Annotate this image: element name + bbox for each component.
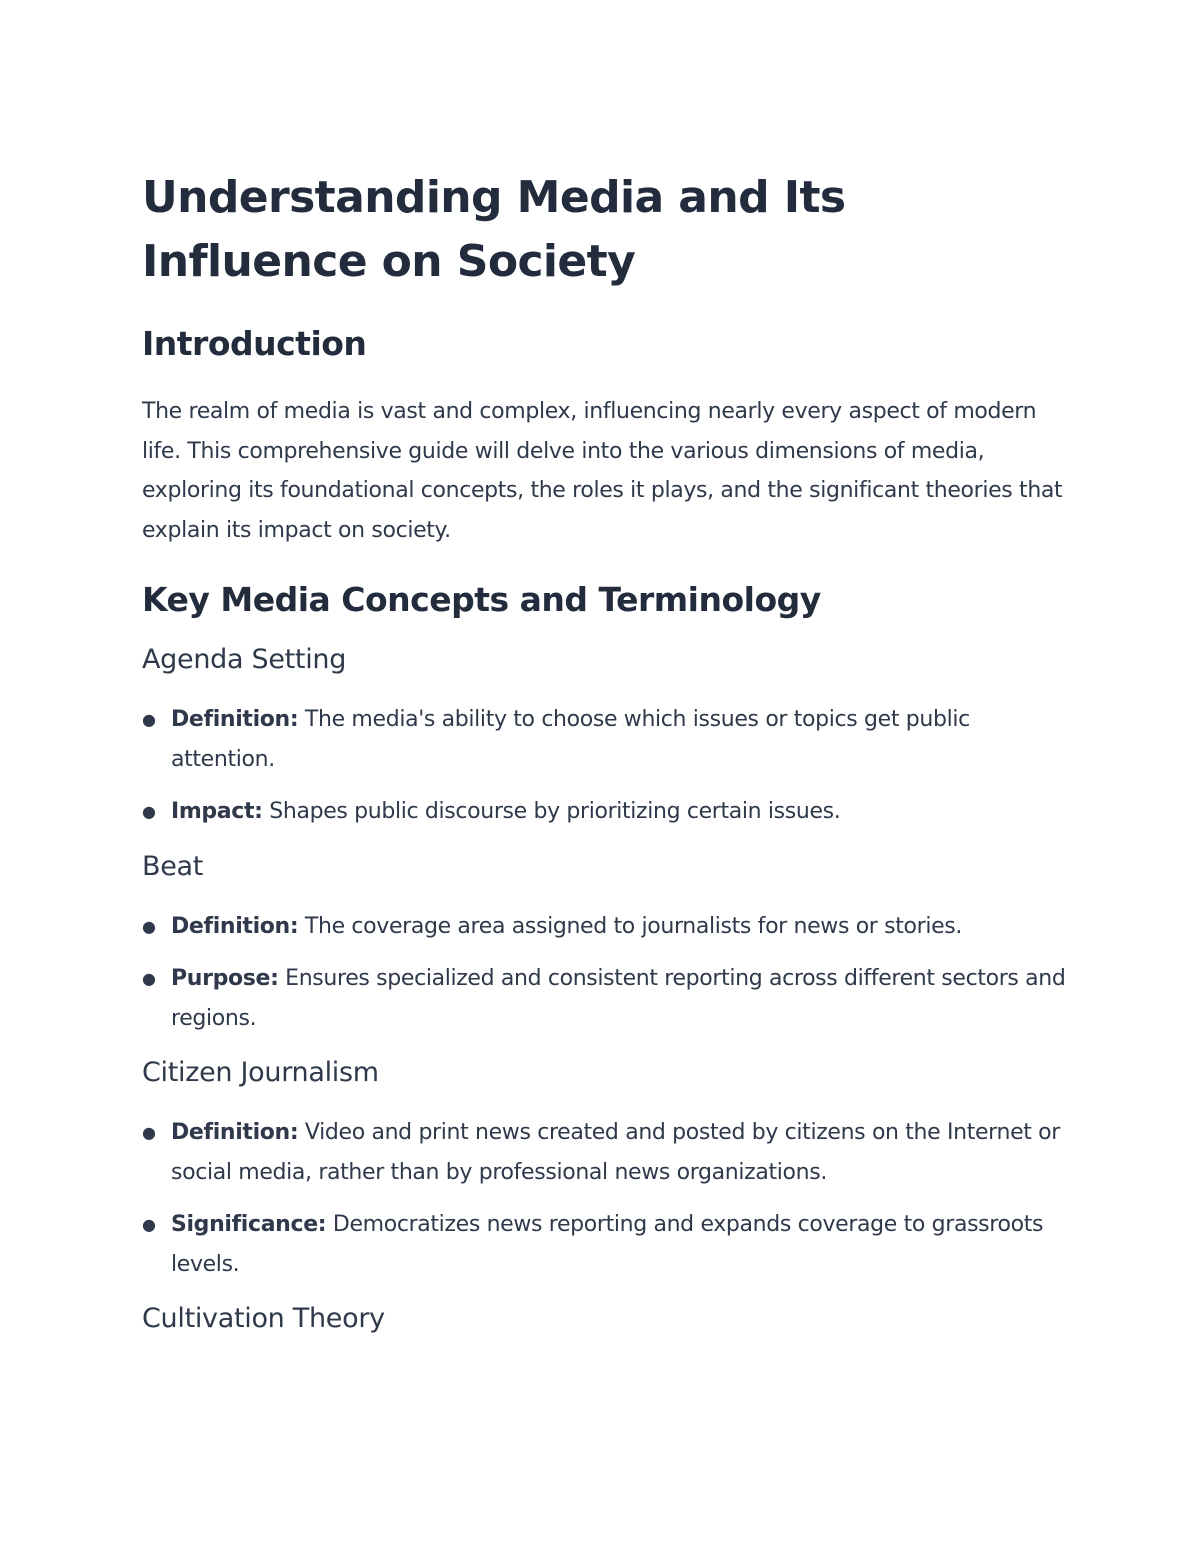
- list-item-term: Significance:: [171, 1212, 327, 1237]
- bullet-icon: ●: [142, 802, 156, 821]
- list-item: [142, 959, 1077, 1038]
- list-item-text: Democratizes news reporting and expands coverage to grassroots levels.: [171, 1212, 1044, 1277]
- introduction-paragraph: The realm of media is vast and complex, influencing nearly every aspect of modern life. This comprehensive guide will delve into the various dimensions of media, exploring its foundational concepts, the roles it plays, and the significant theories that explain its impact on society.: [142, 399, 1063, 543]
- key-concepts-heading: Key Media Concepts and Terminology: [142, 580, 821, 619]
- section-heading-beat: Beat: [142, 850, 204, 882]
- list-item: [142, 792, 1077, 832]
- beat-list: [142, 907, 1077, 1039]
- introduction-heading: Introduction: [142, 324, 367, 363]
- list-item-term: Impact:: [171, 799, 263, 824]
- document-title: Understanding Media and Its Influence on Society: [142, 172, 846, 287]
- list-item-term: Definition:: [171, 913, 299, 939]
- list-item: [142, 1205, 1077, 1284]
- list-item: [142, 907, 1077, 947]
- list-item: [142, 1113, 1077, 1192]
- bullet-icon: ●: [142, 969, 156, 988]
- list-item-term: Definition:: [171, 1120, 299, 1145]
- document-page: [142, 166, 1077, 1337]
- list-item-text: The coverage area assigned to journalists for news or stories.: [298, 913, 963, 939]
- list-item-text: Ensures specialized and consistent reporting across different sectors and regions.: [171, 966, 1066, 1031]
- bullet-icon: ●: [142, 710, 156, 729]
- list-item-text: The media's ability to choose which issues or topics get public attention.: [171, 707, 970, 772]
- bullet-icon: ●: [142, 1215, 156, 1234]
- list-item-text: Shapes public discourse by prioritizing certain issues.: [262, 799, 841, 824]
- agenda-setting-list: [142, 700, 1077, 832]
- section-heading-agenda-setting: Agenda Setting: [142, 644, 347, 675]
- list-item-term: Purpose:: [171, 966, 279, 991]
- bullet-icon: ●: [142, 1123, 156, 1142]
- list-item-text: Video and print news created and posted by citizens on the Internet or social media, rather than by professional news organizations.: [171, 1120, 1060, 1185]
- citizen-journalism-list: [142, 1113, 1077, 1284]
- bullet-icon: ●: [142, 916, 156, 936]
- list-item: [142, 700, 1077, 779]
- list-item-term: Definition:: [171, 707, 299, 732]
- section-heading-cultivation-theory: Cultivation Theory: [142, 1303, 385, 1334]
- section-heading-citizen-journalism: Citizen Journalism: [142, 1057, 379, 1088]
